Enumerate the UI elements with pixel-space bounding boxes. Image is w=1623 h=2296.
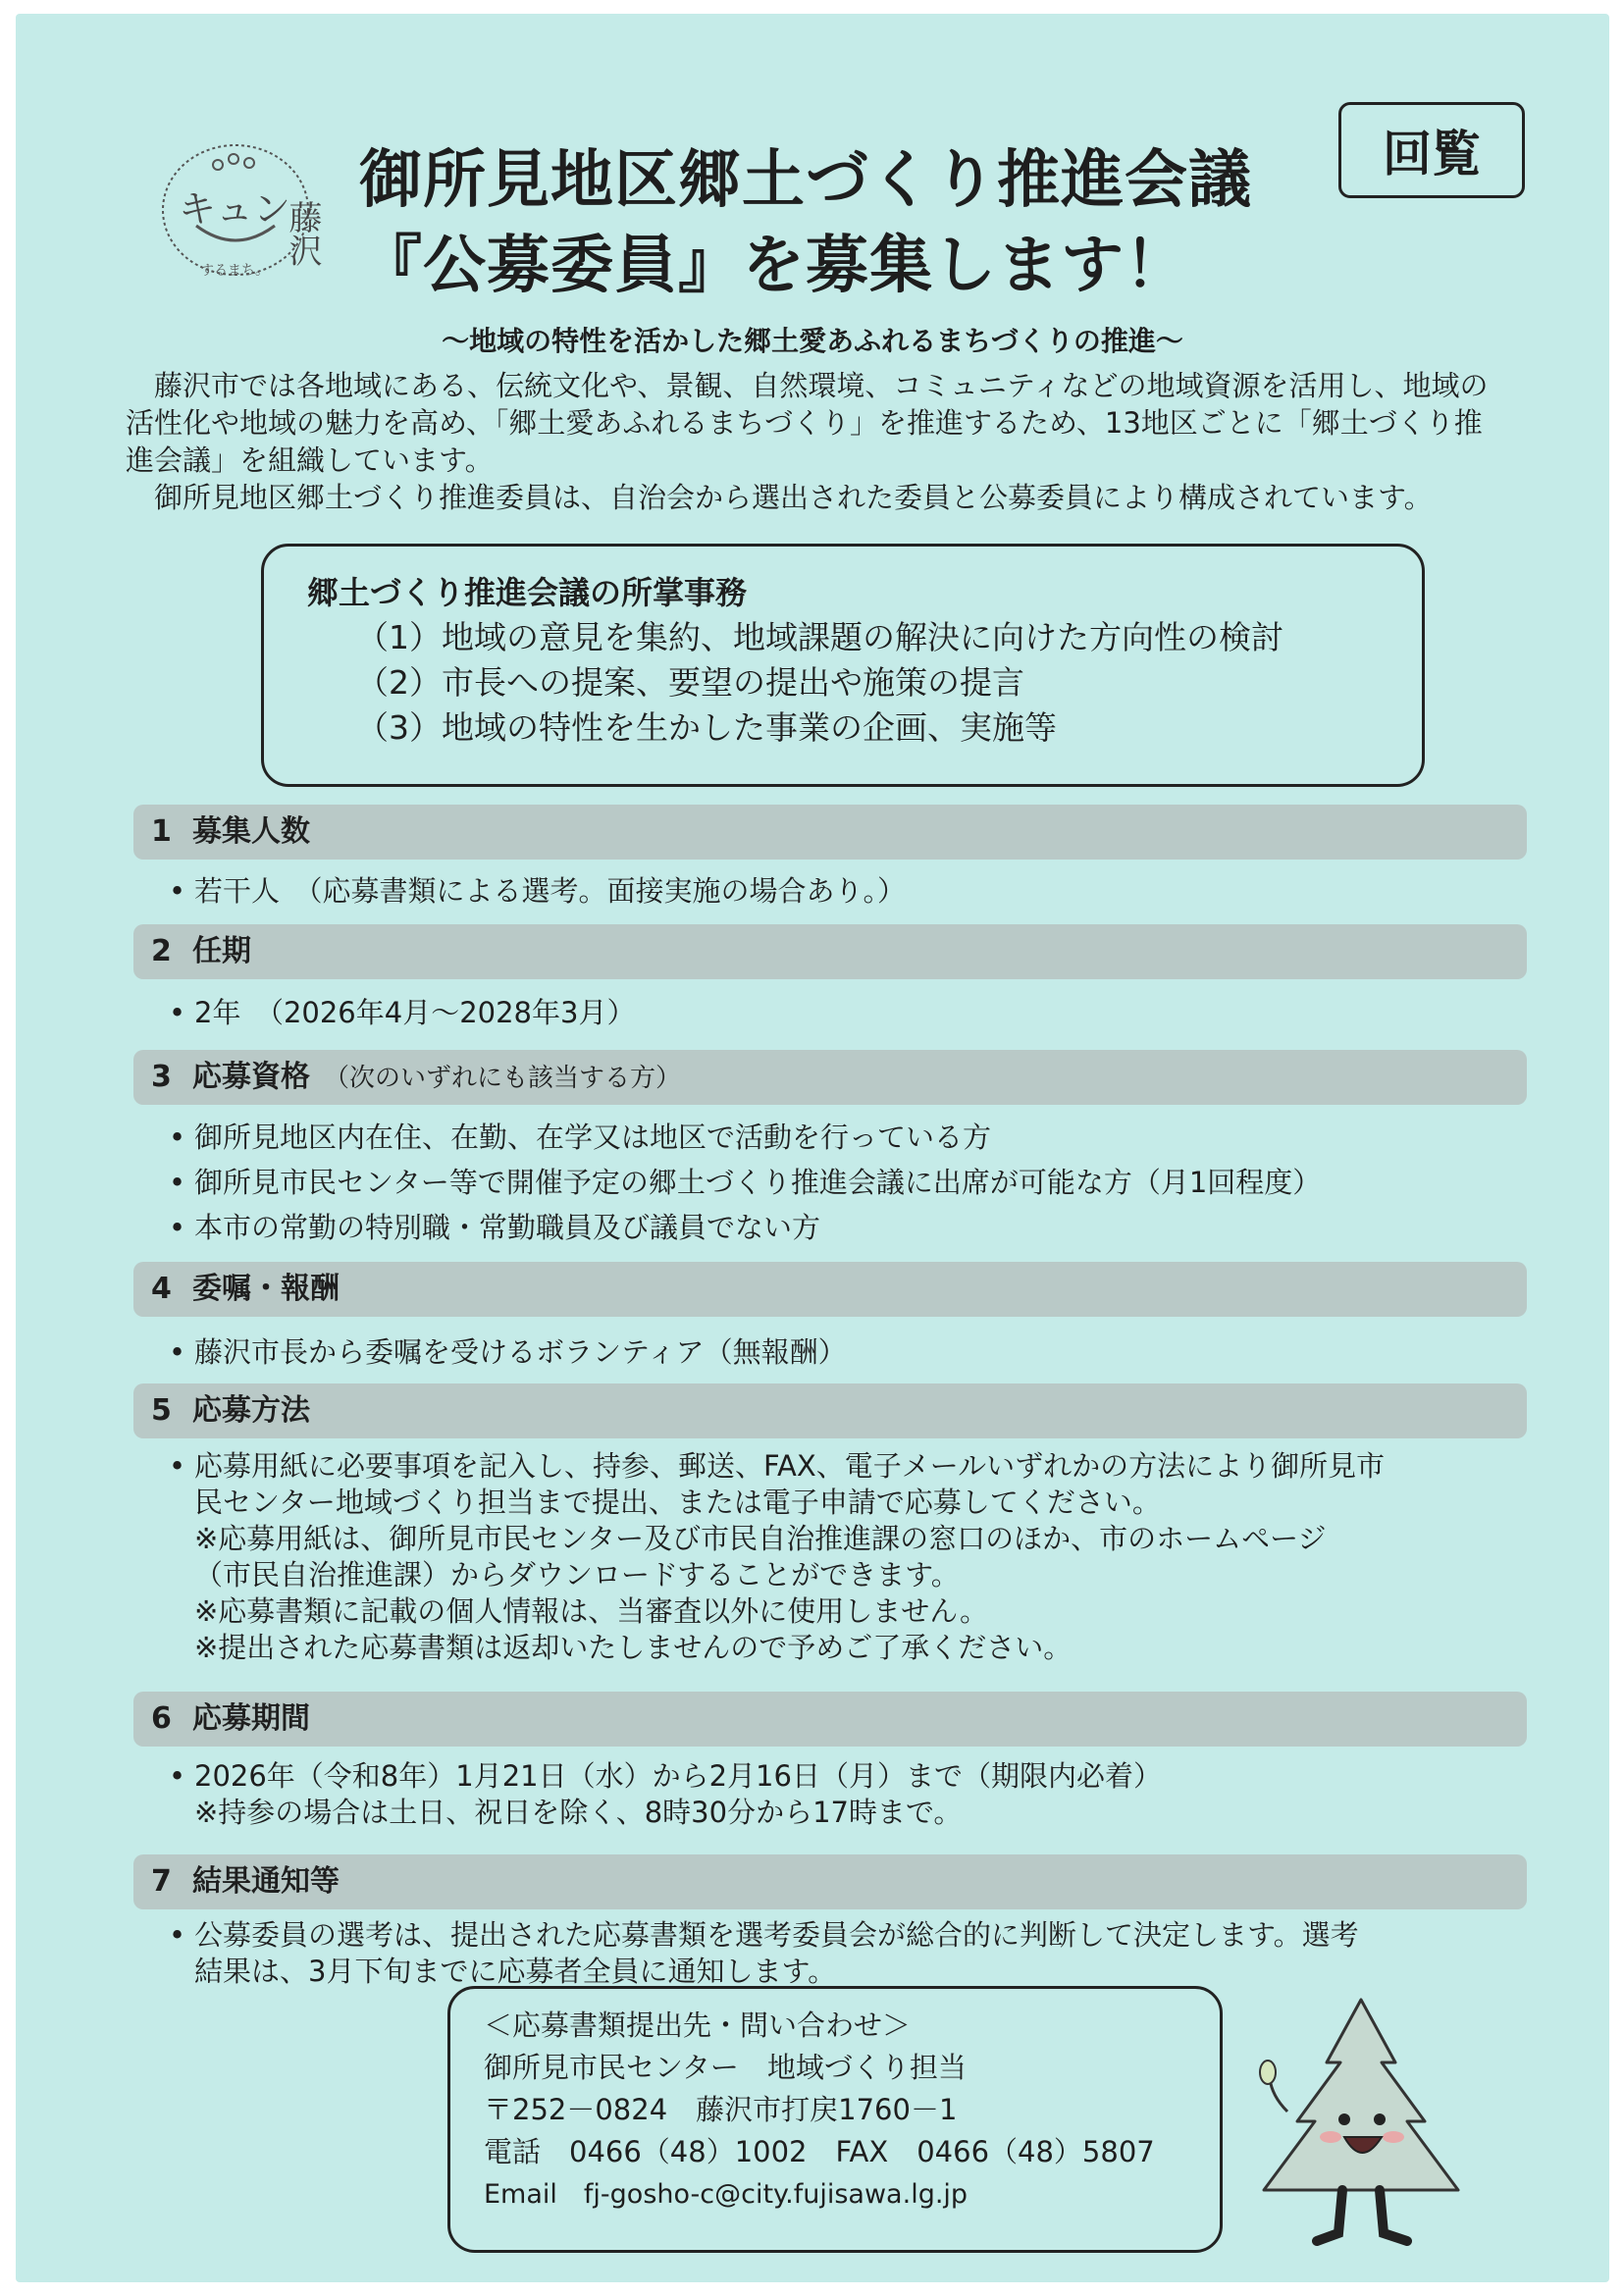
section-body-5: [165, 1448, 1529, 1666]
section-line: • 御所見地区内在住、在勤、在学又は地区で活動を行っている方: [165, 1115, 1529, 1160]
section-line: • 応募用紙に必要事項を記入し、持参、郵送、FAX、電子メールいずれかの方法により御所見市: [165, 1448, 1529, 1485]
section-line: • 藤沢市長から委嘱を受けるボランティア（無報酬）: [165, 1334, 1529, 1371]
section-body-6: [165, 1758, 1529, 1831]
section-header-2: [133, 924, 1527, 979]
page-title-line1: 御所見地区郷土づくり推進会議: [359, 144, 1252, 217]
section-title: 応募方法: [192, 1393, 310, 1428]
section-line: 結果は、3月下旬までに応募者全員に通知します。: [194, 1955, 837, 1988]
contact-address: 〒252－0824 藤沢市打戻1760－1: [484, 2093, 958, 2126]
section-body-7: [165, 1917, 1529, 1990]
section-header-3: [133, 1050, 1527, 1105]
intro-text: [126, 367, 1509, 516]
section-title: 募集人数: [192, 814, 310, 849]
logo-main-text: キュン: [179, 187, 291, 231]
circular-badge: 回覧: [1338, 102, 1525, 198]
section-number: 6: [151, 1701, 172, 1736]
section-line: • 2年 （2026年4月～2028年3月）: [165, 995, 1529, 1031]
section-body-1: [165, 873, 1529, 910]
fujisawa-logo: [153, 131, 349, 288]
contact-email: Email fj-gosho-c@city.fujisawa.lg.jp: [484, 2179, 969, 2210]
section-line: • 若干人 （応募書類による選考。面接実施の場合あり。）: [165, 873, 1529, 910]
section-line: • 2026年（令和8年）1月21日（水）から2月16日（月）まで（期限内必着）: [165, 1758, 1529, 1795]
duties-title: 郷土づくり推進会議の所掌事務: [307, 574, 748, 611]
section-title: 応募期間: [192, 1701, 310, 1736]
section-header-6: [133, 1692, 1527, 1747]
section-line: ※提出された応募書類は返却いたしませんので予めご了承ください。: [194, 1631, 1073, 1664]
section-header-5: [133, 1383, 1527, 1438]
section-number: 7: [151, 1864, 172, 1899]
contact-heading: ＜応募書類提出先・問い合わせ＞: [484, 2009, 912, 2042]
contact-phone: 電話 0466（48）1002 FAX 0466（48）5807: [484, 2135, 1155, 2168]
section-line: • 本市の常勤の特別職・常勤職員及び議員でない方: [165, 1205, 1529, 1250]
section-line: ※持参の場合は土日、祝日を除く、8時30分から17時まで。: [194, 1796, 963, 1829]
section-note: （次のいずれにも該当する方）: [324, 1064, 682, 1093]
section-header-7: [133, 1854, 1527, 1909]
flyer-page: [16, 14, 1609, 2282]
contact-office: 御所見市民センター 地域づくり担当: [484, 2051, 967, 2084]
duty-item-3: （3）地域の特性を生かした事業の企画、実施等: [356, 708, 1057, 747]
duty-item-1: （1）地域の意見を集約、地域課題の解決に向けた方向性の検討: [356, 618, 1283, 656]
intro-paragraph-2: 御所見地区郷土づくり推進委員は、自治会から選出された委員と公募委員により構成されています。: [154, 481, 1433, 514]
contact-box: [447, 1986, 1223, 2253]
tree-mascot-illustration: [1248, 1994, 1474, 2261]
section-line: ※応募用紙は、御所見市民センター及び市民自治推進課の窓口のほか、市のホームページ: [194, 1522, 1327, 1555]
section-number: 2: [151, 934, 172, 968]
section-body-4: [165, 1334, 1529, 1371]
logo-side-text: 藤沢: [283, 200, 322, 267]
section-number: 3: [151, 1060, 172, 1094]
section-line: （市民自治推進課）からダウンロードすることができます。: [194, 1558, 960, 1592]
section-line: ※応募書類に記載の個人情報は、当審査以外に使用しません。: [194, 1594, 989, 1628]
section-line: 民センター地域づくり担当まで提出、または電子申請で応募してください。: [194, 1486, 1161, 1519]
section-title: 応募資格: [192, 1060, 310, 1094]
section-line: • 公募委員の選考は、提出された応募書類を選考委員会が総合的に判断して決定します。選考: [165, 1917, 1529, 1954]
page-subtitle: ～地域の特性を活かした郷土愛あふれるまちづくりの推進～: [442, 325, 1183, 357]
section-body-3: [165, 1115, 1529, 1250]
section-number: 5: [151, 1393, 172, 1428]
section-body-2: [165, 995, 1529, 1031]
section-number: 4: [151, 1272, 172, 1306]
duties-box: [261, 544, 1425, 787]
section-header-1: [133, 805, 1527, 860]
section-title: 委嘱・報酬: [192, 1272, 340, 1306]
logo-small-text: するまち。: [200, 263, 269, 279]
section-header-4: [133, 1262, 1527, 1317]
section-number: 1: [151, 814, 172, 849]
intro-paragraph-1: 藤沢市では各地域にある、伝統文化や、景観、自然環境、コミュニティなどの地域資源を活用し、地域の活性化や地域の魅力を高め、「郷土愛あふれるまちづくり」を推進するため、13地区ごとに「郷土づくり推進会議」を組織しています。: [126, 369, 1489, 477]
section-title: 任期: [192, 934, 251, 968]
page-title-line2: 『公募委員』を募集します！: [359, 230, 1188, 302]
section-title: 結果通知等: [192, 1864, 340, 1899]
section-line: • 御所見市民センター等で開催予定の郷土づくり推進会議に出席が可能な方（月1回程度）: [165, 1160, 1529, 1205]
duty-item-2: （2）市長への提案、要望の提出や施策の提言: [356, 663, 1024, 702]
